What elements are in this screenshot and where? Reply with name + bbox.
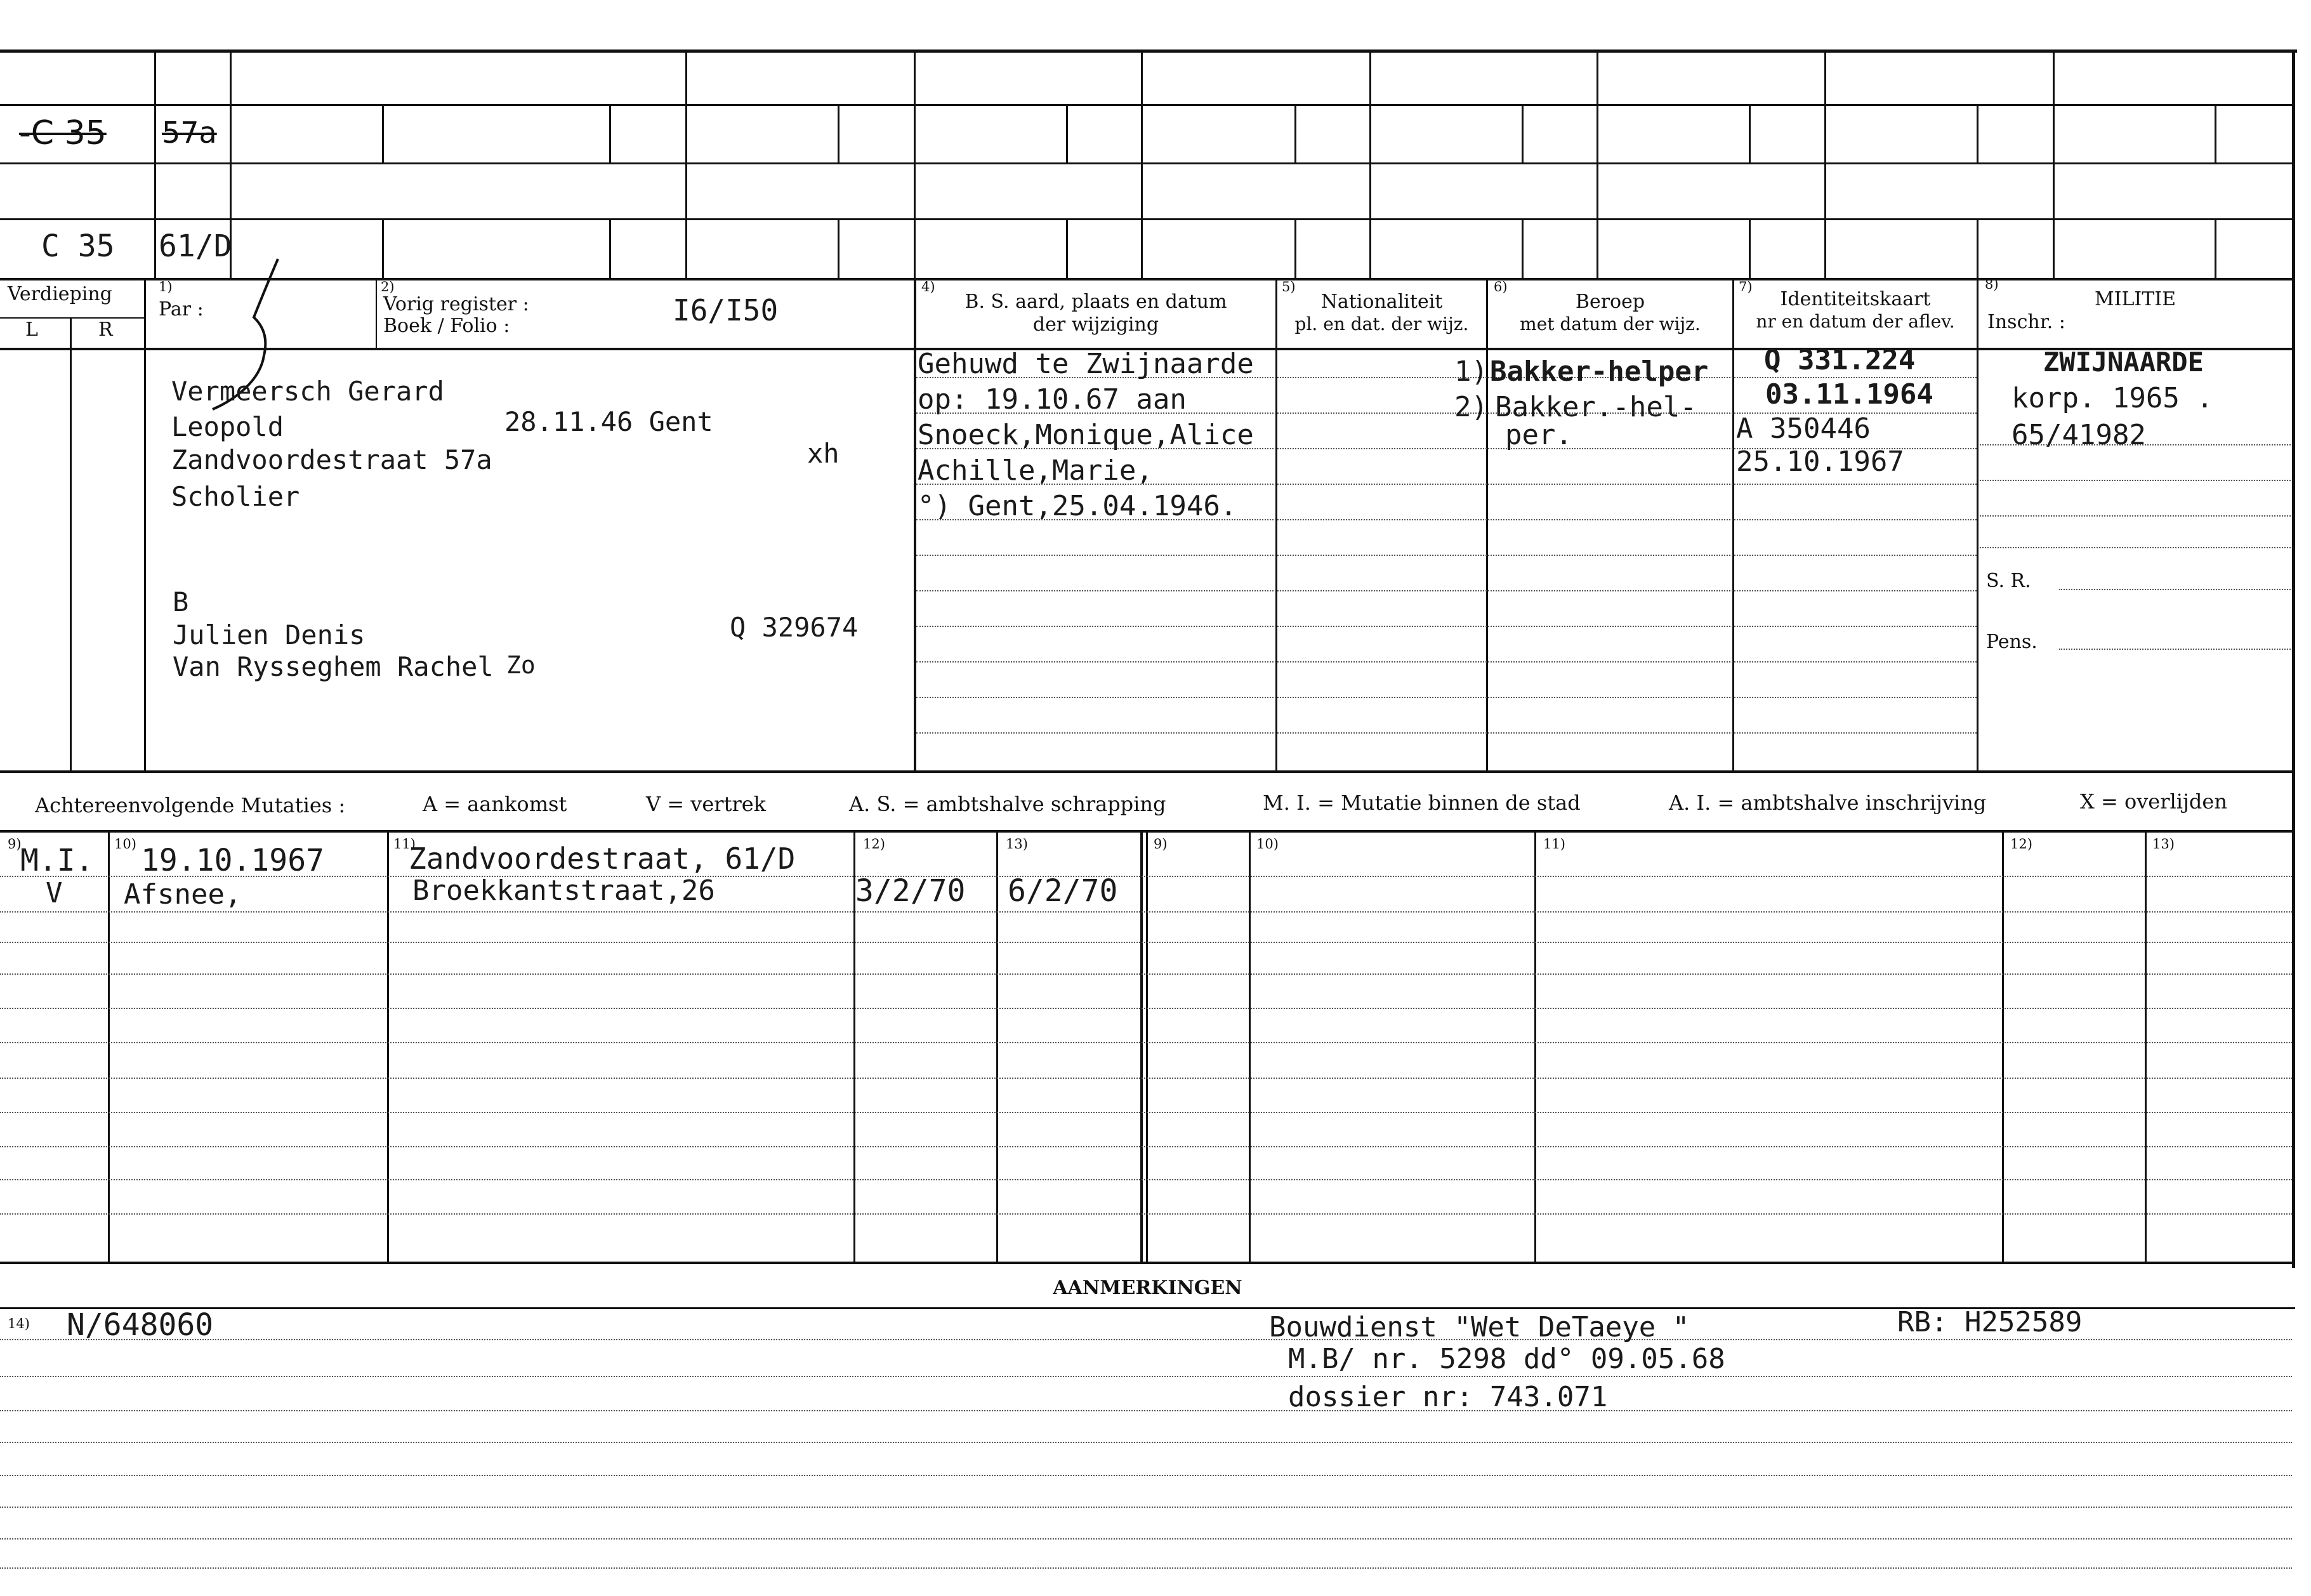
col-number: 2) [381,279,395,294]
top-grid-subline [1066,220,1068,278]
mutation-date: 19.10.1967 [141,843,324,878]
new-code: C 35 [41,228,115,264]
boek-folio-header: Boek / Folio : [383,315,510,337]
verdieping-header: Verdieping [8,283,112,305]
ruled-line [916,555,1977,556]
person-occupation: Scholier [171,481,300,512]
mutation-vline [108,831,110,1263]
top-grid-subline [1522,105,1524,162]
ruled-line [1980,515,2291,517]
ruled-line [0,973,2292,975]
legend-death: X = overlijden [2080,789,2227,814]
top-grid-vline [154,51,156,279]
old-code: -C 35 [19,114,107,152]
father-name: Julien Denis [173,619,365,650]
id-card-line1: Q 331.224 [1764,344,1916,376]
mutation-place: Broekkantstraat,26 [412,874,715,907]
col-number: 4) [921,279,935,294]
mutation-date: Afsnee, [124,878,242,911]
ruled-line [916,626,1977,627]
mutation-vline [1249,831,1251,1263]
ruled-line [916,697,1977,698]
mutation-type: V [46,877,63,909]
col-number: 12) [863,836,885,852]
mother-suffix: Zo [506,651,536,679]
top-grid-vline [1369,51,1371,279]
id-card-line3: A 350446 [1736,412,1871,445]
top-grid-vline [1597,51,1598,279]
ruled-line [0,1339,2292,1340]
legend-mutatie-stad: M. I. = Mutatie binnen de stad [1263,791,1581,815]
ruled-line [2059,649,2291,650]
mutation-vline [2145,831,2147,1263]
top-grid-vline [1824,51,1826,279]
top-grid-subline [1977,220,1979,278]
top-grid-subline [382,105,384,162]
militie-line1: korp. 1965 . [2011,382,2213,414]
nationaliteit-header-line2: pl. en dat. der wijz. [1294,313,1469,334]
top-grid-subline [1066,105,1068,162]
ruled-line [916,732,1977,734]
new-number: 61/D [159,228,232,264]
top-grid-subline [2215,105,2216,162]
militie-header: MILITIE [2094,288,2176,310]
col-number: 9) [1154,836,1168,852]
top-grid-vline [2053,51,2055,279]
mutation-col12: 3/2/70 [855,873,966,909]
ruled-line [0,1008,2292,1009]
col-number: 10) [1256,836,1279,852]
col-number: 6) [1494,279,1508,294]
person-birth: 28.11.46 Gent [504,406,713,437]
beroep-marker-1: 1) [1454,355,1488,388]
ruled-line [0,876,2292,877]
remarks-number: N/648060 [67,1307,214,1343]
top-grid-subline [1522,220,1524,278]
col-number: 9) [8,836,22,852]
nationaliteit-header-line1: Nationaliteit [1320,291,1443,313]
mutation-vline [387,831,389,1263]
verdieping-divider [0,317,144,319]
legend-arrival: A = aankomst [423,792,567,816]
person-name-line1: Vermeersch Gerard [171,376,444,407]
top-grid-vline [914,51,916,279]
remarks-title: AANMERKINGEN [1053,1277,1242,1299]
mother-name: Van Rysseghem Rachel [173,651,494,682]
ruled-line [0,1567,2292,1569]
person-mark: xh [807,438,839,469]
ruled-line [0,911,2292,913]
ruled-line [0,1078,2292,1079]
right-header: R [98,319,113,341]
top-grid-line [0,162,2295,164]
col-number: 13) [1006,836,1028,852]
top-grid-subline [1294,105,1296,162]
left-header: L [25,319,38,341]
remarks-line2: M.B/ nr. 5298 dd° 09.05.68 [1288,1343,1725,1375]
ruled-line [0,1146,2292,1147]
vorig-register-header: Vorig register : [383,293,529,315]
beroep-line1: Bakker-helper [1490,355,1709,388]
civil-status-line: °) Gent,25.04.1946. [918,490,1237,522]
bs-header-line2: der wijziging [1032,313,1159,336]
militie-line2: 65/41982 [2011,419,2146,451]
id-card-line4: 25.10.1967 [1736,445,1904,478]
col-number: 13) [2152,836,2175,852]
identiteit-header-line1: Identiteitskaart [1780,288,1931,310]
beroep-header-line1: Beroep [1575,291,1645,313]
identiteit-header-line2: nr en datum der aflev. [1756,311,1955,332]
top-grid-subline [2215,220,2216,278]
mutation-place: Zandvoordestraat, 61/D [409,841,796,876]
top-border [0,49,2297,53]
ruled-line [0,1507,2292,1508]
person-address: Zandvoordestraat 57a [171,444,492,475]
mutation-type: M.I. [20,843,94,878]
col-number: 14) [8,1316,30,1331]
top-grid-subline [609,105,611,162]
top-grid-line [0,218,2295,220]
remarks-line3: dossier nr: 743.071 [1288,1381,1608,1413]
top-grid-subline [609,220,611,278]
parents-code: B [173,586,189,617]
top-grid-subline [1977,105,1979,162]
beroep-line2a: Bakker.-hel- [1495,391,1697,423]
ruled-line [916,590,1977,591]
legend-departure: V = vertrek [646,792,767,816]
ruled-line [916,661,1977,663]
beroep-header-line2: met datum der wijz. [1520,313,1701,334]
mutation-vline [1534,831,1536,1263]
col-number: 1) [159,279,173,294]
top-grid-subline [1749,105,1751,162]
top-grid-line [0,104,2295,106]
top-grid-subline [1294,220,1296,278]
col-number: 12) [2010,836,2032,852]
right-border [2292,49,2295,1268]
mutation-vline [1140,831,1143,1263]
ruled-line [0,1442,2292,1443]
civil-status-line: Achille,Marie, [918,454,1153,487]
top-grid-subline [1749,220,1751,278]
top-grid-vline [685,51,687,279]
civil-status-line: Gehuwd te Zwijnaarde [918,348,1254,380]
col-number: 7) [1739,279,1753,294]
remarks-line1: Bouwdienst "Wet DeTaeye " [1269,1311,1690,1343]
ruled-line [0,1538,2292,1540]
militie-place: ZWIJNAARDE [2043,346,2204,378]
ruled-line [2059,589,2291,590]
remarks-rb: RB: H252589 [1897,1306,2083,1338]
mutation-vline [996,831,998,1263]
col-number: 10) [114,836,136,852]
top-grid-subline [382,220,384,278]
main-vline [70,317,72,772]
mutation-col13: 6/2/70 [1008,873,1118,909]
col-number: 8) [1985,277,1999,292]
civil-status-line: Snoeck,Monique,Alice [918,419,1254,451]
ruled-line [0,1410,2292,1411]
top-grid-vline [1141,51,1143,279]
main-vline [144,279,146,772]
boek-folio-value: I6/I50 [673,293,779,327]
parents-id: Q 329674 [730,612,859,643]
ruled-line [1980,480,2291,481]
beroep-line2b: per. [1505,419,1572,451]
ruled-line [0,1112,2292,1113]
top-grid-subline [838,220,839,278]
ruled-line [0,1213,2292,1215]
person-name-line2: Leopold [171,411,284,442]
ruled-line [0,1179,2292,1180]
legend-ambtshalve-inschrijving: A. I. = ambtshalve inschrijving [1669,791,1987,815]
beroep-marker-2: 2) [1454,391,1488,423]
top-grid-subline [838,105,839,162]
mutation-vline [1146,831,1148,1263]
main-vline [1977,279,1979,772]
main-vline [376,279,377,349]
ruled-line [0,1376,2292,1377]
main-bottom [0,770,2295,773]
bs-header-line1: B. S. aard, plaats en datum [965,291,1227,313]
ruled-line [1980,547,2291,548]
legend-title: Achtereenvolgende Mutaties : [35,793,346,817]
inschr-label: Inschr. : [1987,311,2065,333]
old-number: 57a [162,115,217,150]
ruled-line [0,1475,2292,1476]
par-header: Par : [159,298,204,320]
civil-status-line: op: 19.10.67 aan [918,383,1187,416]
col-number: 11) [1543,836,1565,852]
pens-label: Pens. [1986,631,2038,653]
mutation-vline [2002,831,2004,1263]
legend-ambtshalve-schrapping: A. S. = ambtshalve schrapping [849,792,1166,816]
header-separator [0,278,2295,280]
ruled-line [0,1042,2292,1043]
sr-label: S. R. [1986,570,2031,592]
col-number: 11) [393,836,416,852]
col-number: 5) [1282,279,1296,294]
id-card-line2: 03.11.1964 [1765,378,1933,411]
ruled-line [0,942,2292,943]
